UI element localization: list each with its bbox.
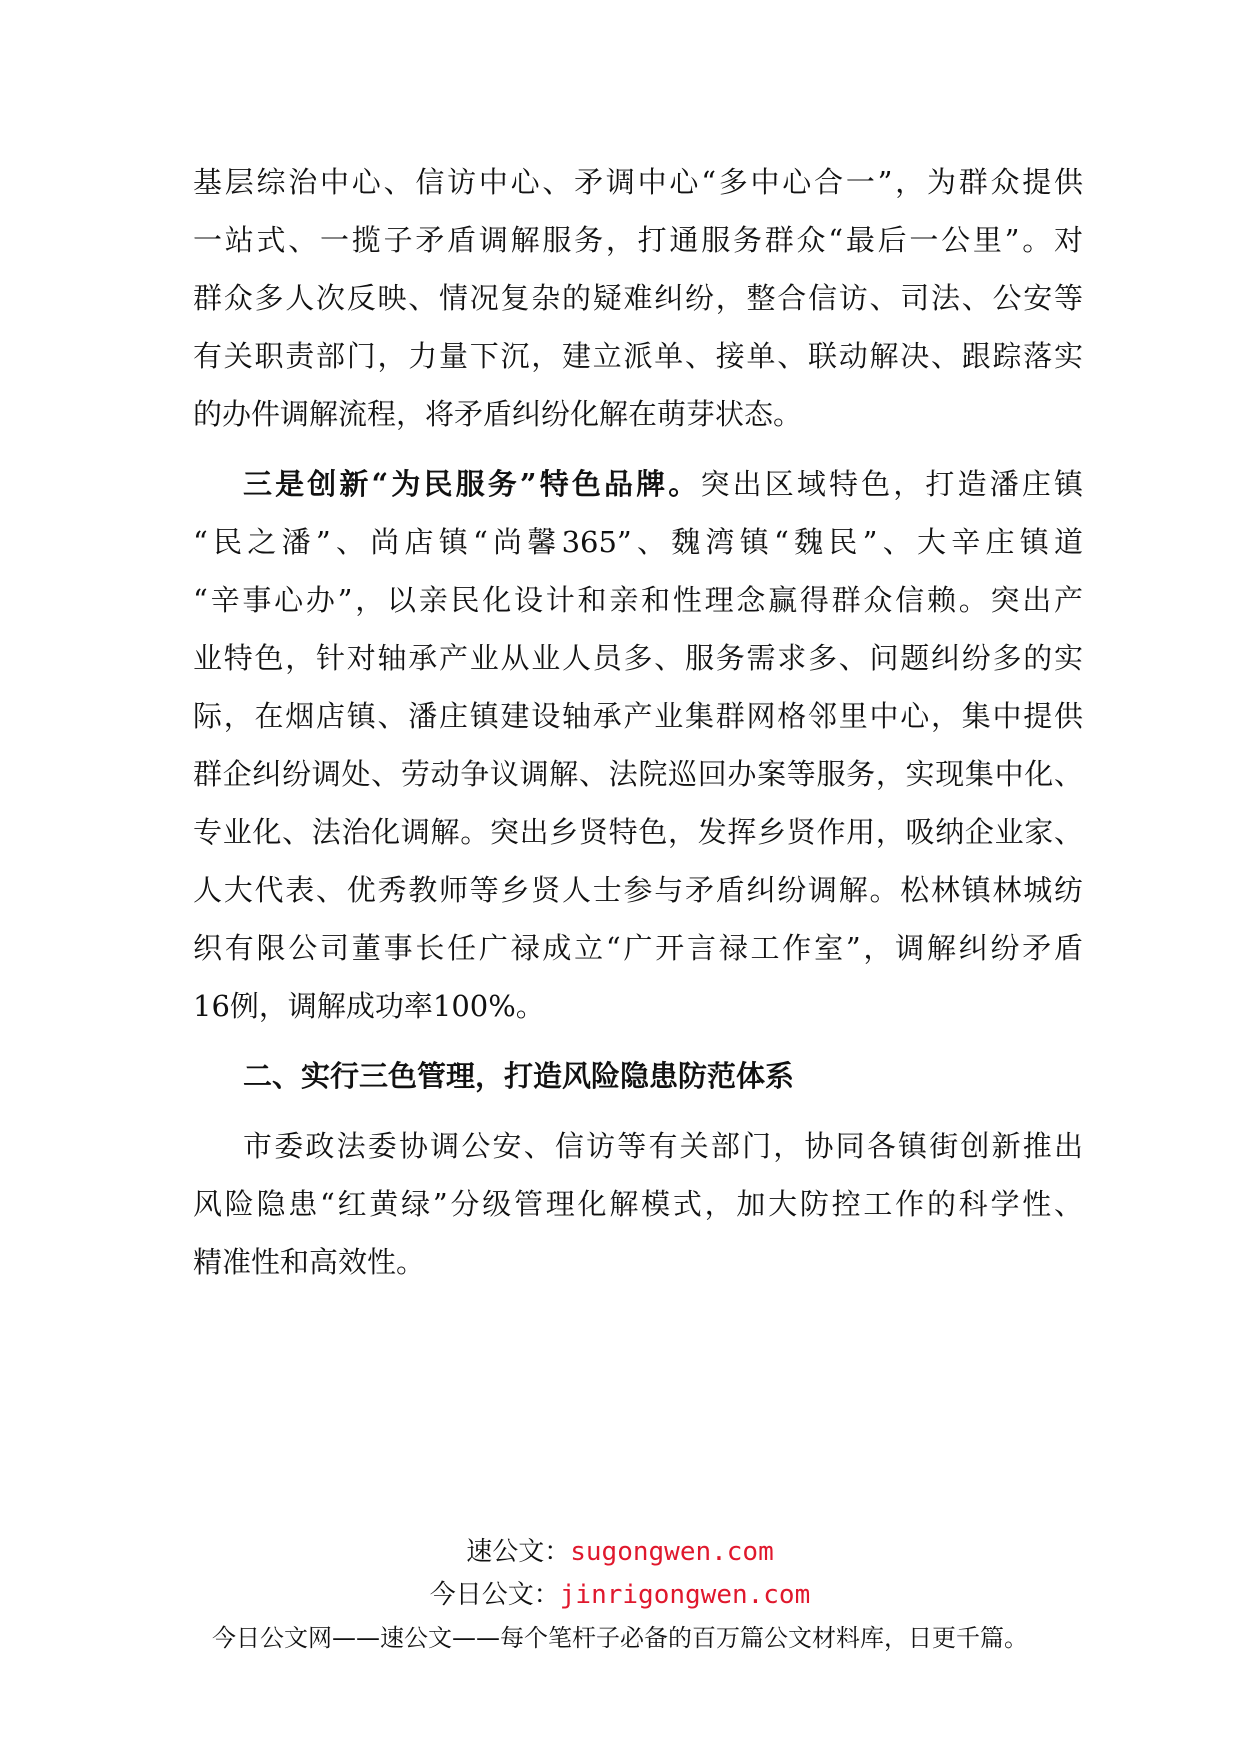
paragraph-line: 群众多人次反映、情况复杂的疑难纠纷，整合信访、司法、公安等 xyxy=(193,281,1083,315)
bold-lead: 三是创新“为民服务”特色品牌。 xyxy=(243,467,701,501)
paragraph-line: 的办件调解流程，将矛盾纠纷化解在萌芽状态。 xyxy=(193,397,803,431)
paragraph-line: 基层综治中心、信访中心、矛调中心“多中心合一”，为群众提供 xyxy=(193,165,1083,199)
paragraph-line: “民之潘”、尚店镇“尚馨365”、魏湾镇“魏民”、大辛庄镇道 xyxy=(193,525,1083,559)
paragraph-line: 一站式、一揽子矛盾调解服务，打通服务群众“最后一公里”。对 xyxy=(193,223,1083,257)
paragraph-line: “辛事心办”，以亲民化设计和亲和性理念赢得群众信赖。突出产 xyxy=(193,583,1083,617)
footer-line-1 xyxy=(0,1532,1240,1572)
footer-label: 速公文： xyxy=(466,1537,571,1567)
paragraph-line: 16例，调解成功率100%。 xyxy=(193,989,545,1023)
paragraph-line: 有关职责部门，力量下沉，建立派单、接单、联动解决、跟踪落实 xyxy=(193,339,1083,373)
section-heading: 二、实行三色管理，打造风险隐患防范体系 xyxy=(243,1059,795,1093)
paragraph-line: 人大代表、优秀教师等乡贤人士参与矛盾纠纷调解。松林镇林城纺 xyxy=(193,873,1083,907)
paragraph-line: 织有限公司董事长任广禄成立“广开言禄工作室”，调解纠纷矛盾 xyxy=(193,931,1083,965)
paragraph-line: 市委政法委协调公安、信访等有关部门，协同各镇街创新推出 xyxy=(243,1129,1083,1163)
paragraph-first-line xyxy=(243,452,1083,516)
paragraph-line: 精准性和高效性。 xyxy=(193,1245,426,1279)
footer-link-sugongwen[interactable]: sugongwen.com xyxy=(570,1537,774,1567)
footer-label: 今日公文： xyxy=(429,1580,560,1610)
paragraph-line: 风险隐患“红黄绿”分级管理化解模式，加大防控工作的科学性、 xyxy=(193,1187,1083,1221)
paragraph-text: 突出区域特色，打造潘庄镇 xyxy=(700,467,1083,501)
footer-slogan: 今日公文网——速公文——每个笔杆子必备的百万篇公文材料库，日更千篇。 xyxy=(212,1624,1028,1652)
footer-line-2 xyxy=(0,1575,1240,1615)
paragraph-line: 专业化、法治化调解。突出乡贤特色，发挥乡贤作用，吸纳企业家、 xyxy=(193,815,1083,849)
paragraph-line: 际，在烟店镇、潘庄镇建设轴承产业集群网格邻里中心，集中提供 xyxy=(193,699,1083,733)
footer-link-jinrigongwen[interactable]: jinrigongwen.com xyxy=(559,1580,811,1610)
paragraph-line: 业特色，针对轴承产业从业人员多、服务需求多、问题纠纷多的实 xyxy=(193,641,1083,675)
paragraph-line: 群企纠纷调处、劳动争议调解、法院巡回办案等服务，实现集中化、 xyxy=(193,757,1083,791)
